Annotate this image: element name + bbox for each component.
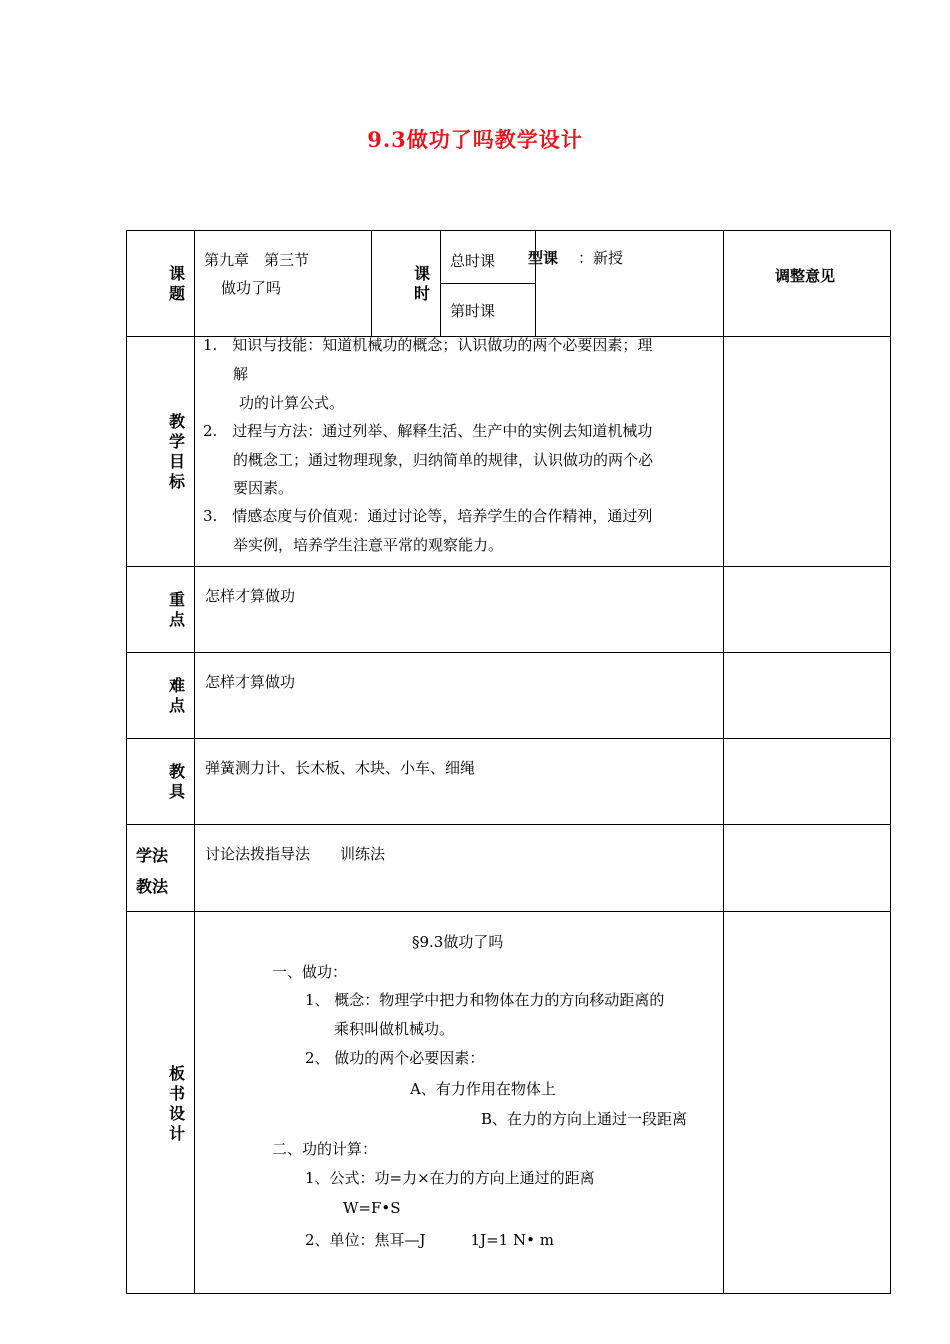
board-line: 乘积叫做机械功。 xyxy=(334,1020,455,1038)
keti-chapter: 第九章 第三节 xyxy=(204,251,310,269)
goal-line: 举实例，培养学生注意平常的观察能力。 xyxy=(233,536,504,554)
board-line: W=F•S xyxy=(343,1199,401,1217)
label-keshi: 课 时 xyxy=(413,264,430,303)
label-teach-method: 教法 xyxy=(136,877,169,896)
period-number: 第时课 xyxy=(450,302,496,320)
page-title: 9.3做功了吗教学设计 xyxy=(367,127,583,152)
goal-line: 的概念工；通过物理现象，归纳简单的规律，认识做功的两个必 xyxy=(233,451,654,469)
board-line: 2、单位：焦耳—J 1J=1 N• m xyxy=(305,1231,554,1249)
label-tools: 教 具 xyxy=(168,762,185,801)
board-line: 二、功的计算： xyxy=(272,1140,378,1158)
goal-line: 2. 过程与方法：通过列举、解释生活、生产中的实例去知道机械功 xyxy=(203,422,653,440)
goal-line: 功的计算公式。 xyxy=(239,394,345,412)
board-line: A、有力作用在物体上 xyxy=(410,1080,556,1098)
label-difficulty: 难 点 xyxy=(168,676,185,715)
board-line: 一、做功： xyxy=(272,963,348,981)
lesson-type-value: ：新授 xyxy=(578,249,624,267)
board-heading: §9.3做功了吗 xyxy=(412,933,504,951)
lesson-type-label: 型课 xyxy=(528,249,559,267)
label-goals: 教 学 目 标 xyxy=(168,412,185,491)
label-key-point: 重 点 xyxy=(168,590,185,629)
goal-line: 3. 情感态度与价值观：通过讨论等，培养学生的合作精神，通过列 xyxy=(203,507,653,525)
board-line: 2、 做功的两个必要因素： xyxy=(305,1049,485,1067)
board-line: B、在力的方向上通过一段距离 xyxy=(481,1110,688,1128)
keti-name: 做功了吗 xyxy=(221,279,282,297)
goal-line: 要因素。 xyxy=(233,479,294,497)
goal-line: 解 xyxy=(233,365,249,383)
label-study-method: 学法 xyxy=(136,846,169,865)
adjust-header: 调整意见 xyxy=(775,267,836,285)
label-keti: 课 题 xyxy=(168,264,185,303)
difficulty-text: 怎样才算做功 xyxy=(205,673,296,691)
tools-text: 弹簧测力计、长木板、木块、小车、细绳 xyxy=(205,759,476,777)
board-line: 1、 概念：物理学中把力和物体在力的方向移动距离的 xyxy=(305,991,665,1009)
goal-line: 1. 知识与技能：知道机械功的概念；认识做功的两个必要因素；理 xyxy=(203,336,653,354)
key-point-text: 怎样才算做功 xyxy=(205,587,296,605)
board-line: 1、公式：功=力×在力的方向上通过的距离 xyxy=(305,1169,595,1187)
label-board: 板 书 设 计 xyxy=(168,1064,185,1143)
methods-text: 讨论法拨指导法 训练法 xyxy=(205,845,386,863)
total-periods: 总时课 xyxy=(450,252,496,270)
